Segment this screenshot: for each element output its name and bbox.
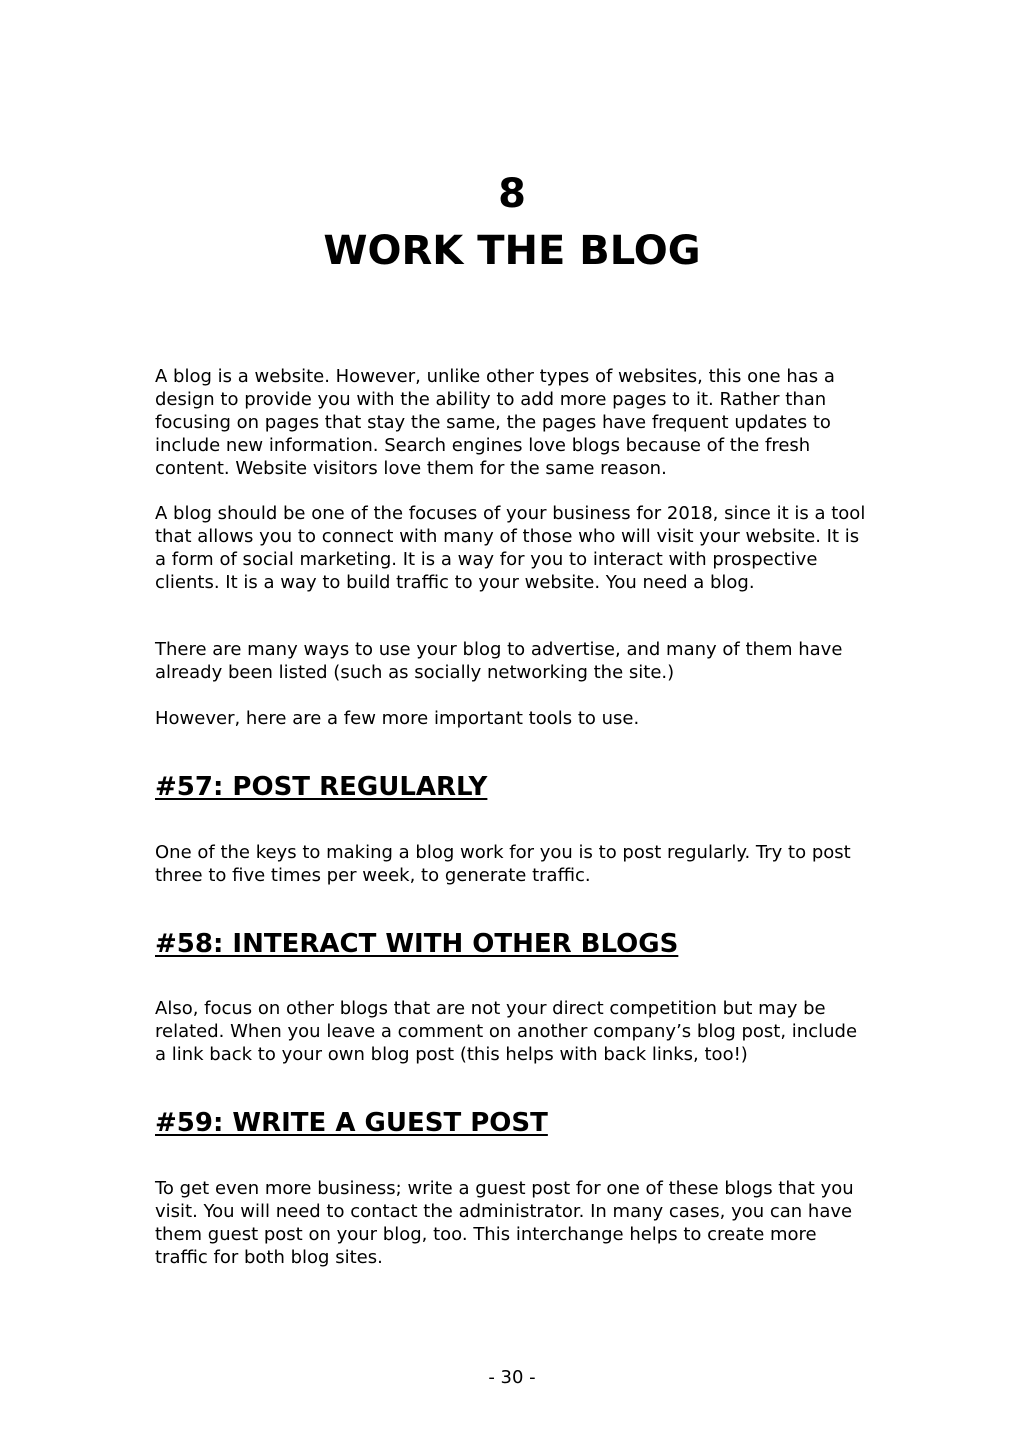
section-heading-57: #57: POST REGULARLY <box>155 772 488 802</box>
section-body-58: Also, focus on other blogs that are not your direct competition but may be related. When you leave a comment on another company’s blog post, include a link back to your own blog post (this helps with back links, too!) <box>155 998 858 1065</box>
intro-paragraph-2: A blog should be one of the focuses of your business for 2018, since it is a tool that allows you to connect with many of those who will visit your website. It is a form of social marketing. It is a way for you to interact with prospective clients. It is a way to build traffic to your website. You need a blog. <box>155 503 866 593</box>
page-number: - 30 - <box>488 1367 536 1388</box>
section-body-59: To get even more business; write a guest post for one of these blogs that you visit. You will need to contact the administrator. In many cases, you can have them guest post on your blog, too. This interchange helps to create more traffic for both blog sites. <box>155 1178 854 1268</box>
section-heading-59: #59: WRITE A GUEST POST <box>155 1108 548 1138</box>
chapter-title: WORK THE BLOG <box>323 228 701 274</box>
section-body-57: One of the keys to making a blog work for you is to post regularly. Try to post three to five times per week, to generate traffic. <box>155 842 851 886</box>
section-heading-58: #58: INTERACT WITH OTHER BLOGS <box>155 929 679 959</box>
intro-paragraph-4: However, here are a few more important tools to use. <box>155 708 640 729</box>
chapter-number: 8 <box>498 171 526 217</box>
intro-paragraph-3: There are many ways to use your blog to advertise, and many of them have already been listed (such as socially networking the site.) <box>155 639 843 683</box>
intro-paragraph-1: A blog is a website. However, unlike other types of websites, this one has a design to provide you with the ability to add more pages to it. Rather than focusing on pages that stay the same, the pages have frequent updates to include new information. Search engines love blogs because of the fresh content. Website visitors love them for the same reason. <box>155 366 835 479</box>
